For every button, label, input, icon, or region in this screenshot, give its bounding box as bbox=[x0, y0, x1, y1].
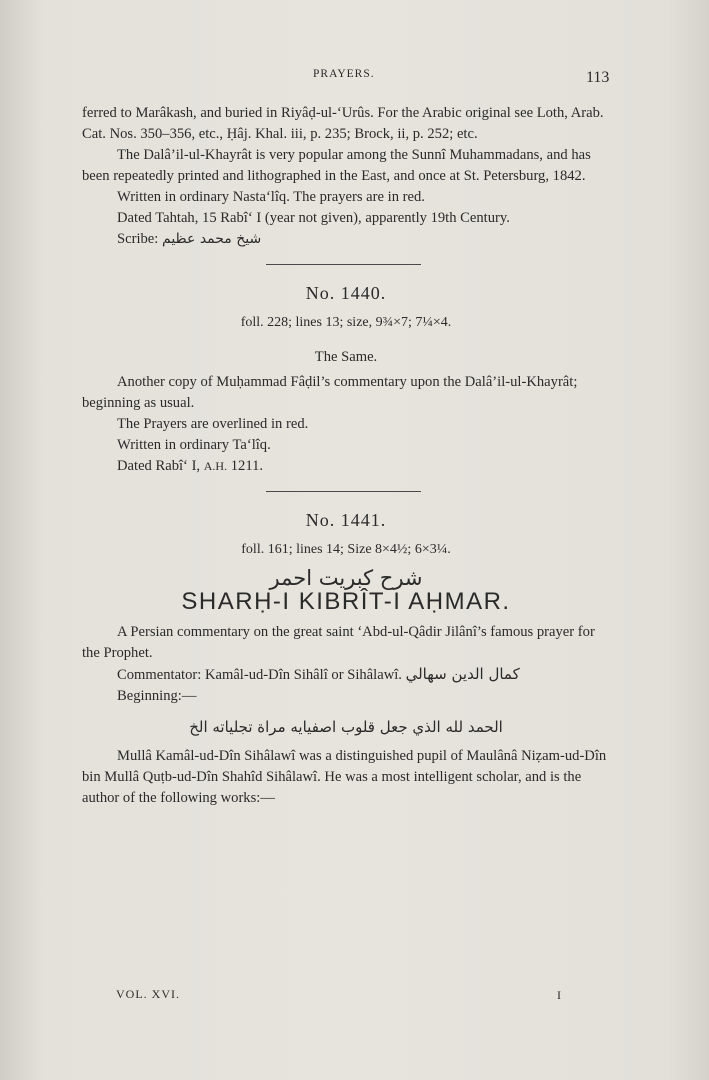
entry-1440-dated-prefix: Dated Rabî‘ I, bbox=[117, 458, 201, 474]
page-body bbox=[82, 103, 610, 809]
entry-1441-foll: foll. 161; lines 14; Size 8×4½; 6×3¼. bbox=[241, 542, 451, 557]
entry-1440-dated-era: A.H. bbox=[203, 459, 228, 473]
intro-paragraph-4: Dated Tahtah, 15 Rabî‘ I (year not given), apparently 19th Century. bbox=[117, 210, 510, 226]
entry-1440-title: The Same. bbox=[314, 349, 378, 365]
commentator-text: Commentator: Kamâl-ud-Dîn Sihâlî or Sihâlawî. bbox=[117, 667, 402, 683]
scribe-label: Scribe: bbox=[117, 231, 159, 247]
intro-paragraph-2: The Dalâ’il-ul-Khayrât is very popular among the Sunnî Muhammadans, and has been repeatedly printed and lithographed in the East, and once at St. Petersburg, 1842. bbox=[82, 147, 591, 184]
entry-1441-title-arabic: شرح کبریت احمر bbox=[269, 566, 423, 590]
entry-1441-title: SHARḤ-I KIBRÎT-I AḤMAR. bbox=[181, 588, 511, 615]
scribe-line bbox=[82, 229, 610, 250]
entry-1440-foll: foll. 228; lines 13; size, 9¾×7; 7¼×4. bbox=[240, 315, 452, 330]
signature-mark: I bbox=[557, 988, 561, 1002]
entry-1441-commentator bbox=[82, 664, 610, 686]
section-divider bbox=[266, 491, 421, 492]
section-divider bbox=[266, 264, 421, 265]
entry-1440-paragraph-1: Another copy of Muḥammad Fâḍil’s commentary upon the Dalâ’il-ul-Khayrât; beginning as usual. bbox=[82, 374, 578, 411]
entry-1441-beginning-arabic: الحمد لله الذي جعل قلوب اصفيايه مراة تجلياته الخ bbox=[189, 718, 503, 736]
intro-paragraph-3: Written in ordinary Nasta‘lîq. The prayers are in red. bbox=[117, 189, 425, 205]
entry-1441-paragraph-1: A Persian commentary on the great saint ‘Abd-ul-Qâdir Jilânî’s famous prayer for the Prophet. bbox=[82, 624, 595, 661]
entry-1440-paragraph-3: Written in ordinary Ta‘lîq. bbox=[117, 437, 271, 453]
entry-1441-paragraph-2: Mullâ Kamâl-ud-Dîn Sihâlawî was a distinguished pupil of Maulânâ Niẓam-ud-Dîn bin Mullâ Quṭb-ud-Dîn Shahîd Sihâlawî. He was a most intelligent scholar, and is the author of the following works:— bbox=[82, 748, 607, 806]
entry-1441-beginning-label: Beginning:— bbox=[117, 688, 197, 704]
entry-1440-dated bbox=[82, 456, 610, 477]
entry-1440-paragraph-2: The Prayers are overlined in red. bbox=[117, 416, 309, 432]
running-header: PRAYERS. bbox=[313, 68, 375, 80]
entry-number-1441: No. 1441. bbox=[305, 510, 387, 530]
scribe-name-arabic: شیخ محمد عظیم bbox=[162, 231, 262, 247]
page-number: 113 bbox=[586, 69, 610, 86]
commentator-arabic: كمال الدين سهالي bbox=[405, 665, 520, 683]
entry-number-1440: No. 1440. bbox=[305, 283, 387, 303]
volume-footer: VOL. XVI. bbox=[116, 987, 180, 1001]
intro-paragraph-1: ferred to Marâkash, and buried in Riyâḍ-ul-‘Urûs. For the Arabic original see Loth, Arab. Cat. Nos. 350–356, etc., Ḥâj. Khal. iii, p. 235; Brock, ii, p. 252; etc. bbox=[82, 105, 604, 142]
entry-1440-dated-year: 1211. bbox=[230, 458, 264, 474]
